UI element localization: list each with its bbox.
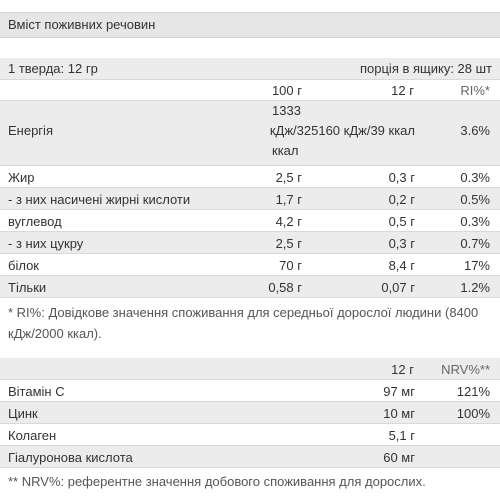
table-row bbox=[0, 446, 500, 468]
nutrient-name: - з них цукру bbox=[8, 236, 84, 251]
energy-100g-line2-and-12g: кДж/325160 кДж/39 ккал bbox=[269, 123, 415, 138]
table-row bbox=[0, 402, 500, 424]
nutrient-12g: 0,07 г bbox=[381, 280, 415, 295]
serving-size: 1 тверда: 12 гр bbox=[8, 61, 98, 76]
ri-footnote: * RI%: Довідкове значення споживання для середньої дорослої людини (8400 кДж/2000 ккал). bbox=[8, 305, 479, 341]
vitamin-12g: 60 мг bbox=[383, 450, 415, 465]
nutrient-100g: 2,5 г bbox=[275, 236, 302, 251]
table-row bbox=[0, 101, 500, 166]
nutrient-100g: 1,7 г bbox=[275, 192, 302, 207]
nutrient-100g: 70 г bbox=[279, 258, 302, 273]
table-row bbox=[0, 380, 500, 402]
nutrient-ri: 0.5% bbox=[460, 192, 490, 207]
vitamin-12g: 5,1 г bbox=[388, 428, 415, 443]
nutrient-name: Тільки bbox=[8, 280, 47, 295]
vitamin-name: Цинк bbox=[8, 406, 38, 421]
energy-100g-line3: ккал bbox=[272, 143, 299, 158]
nutrient-12g: 0,5 г bbox=[388, 214, 415, 229]
header-col-12g: 12 г bbox=[391, 362, 414, 377]
nutrient-ri: 3.6% bbox=[460, 123, 490, 138]
table-row bbox=[0, 166, 500, 188]
nutrient-12g: 0,3 г bbox=[388, 236, 415, 251]
nutrient-name: Енергія bbox=[8, 123, 53, 138]
header-col-100g: 100 г bbox=[271, 83, 302, 98]
table-row bbox=[0, 232, 500, 254]
vitamin-nrv: 100% bbox=[456, 406, 490, 421]
vitamin-nrv: 121% bbox=[456, 384, 490, 399]
nutrient-name: Жир bbox=[8, 170, 35, 185]
energy-100g-line1: 1333 bbox=[272, 103, 301, 118]
vitamin-name: Вітамін С bbox=[8, 384, 65, 399]
nutrient-ri: 17% bbox=[463, 258, 490, 273]
nutrient-ri: 1.2% bbox=[460, 280, 490, 295]
header-col-ri: RI%* bbox=[460, 83, 490, 98]
table-row bbox=[0, 276, 500, 298]
nrv-footnote: ** NRV%: референтне значення добового споживання для дорослих. bbox=[8, 474, 426, 489]
nutrient-100g: 4,2 г bbox=[275, 214, 302, 229]
nutrient-ri: 0.3% bbox=[460, 170, 490, 185]
vitamin-header-row bbox=[0, 358, 500, 380]
vitamin-name: Гіалуронова кислота bbox=[8, 450, 133, 465]
table-row bbox=[0, 210, 500, 232]
vitamin-12g: 10 мг bbox=[383, 406, 415, 421]
vitamin-name: Колаген bbox=[8, 428, 57, 443]
header-col-nrv: NRV%** bbox=[441, 362, 490, 377]
nutrient-name: вуглевод bbox=[8, 214, 62, 229]
header-col-12g: 12 г bbox=[391, 83, 414, 98]
nutrient-header-row bbox=[0, 80, 500, 101]
nutrient-12g: 0,3 г bbox=[388, 170, 415, 185]
nutrient-ri: 0.3% bbox=[460, 214, 490, 229]
serving-row bbox=[0, 58, 500, 80]
nutrient-ri: 0.7% bbox=[460, 236, 490, 251]
nutrient-12g: 0,2 г bbox=[388, 192, 415, 207]
nutrient-100g: 0,58 г bbox=[268, 280, 302, 295]
nutrient-100g: 2,5 г bbox=[275, 170, 302, 185]
nutrient-name: білок bbox=[8, 258, 39, 273]
table-row bbox=[0, 254, 500, 276]
table-row bbox=[0, 424, 500, 446]
vitamin-12g: 97 мг bbox=[383, 384, 415, 399]
panel-title: Вміст поживних речовин bbox=[0, 12, 500, 38]
nutrient-name: - з них насичені жирні кислоти bbox=[8, 192, 191, 207]
nutrient-12g: 8,4 г bbox=[388, 258, 415, 273]
table-row bbox=[0, 188, 500, 210]
servings-per-box: порція в ящику: 28 шт bbox=[359, 61, 492, 76]
